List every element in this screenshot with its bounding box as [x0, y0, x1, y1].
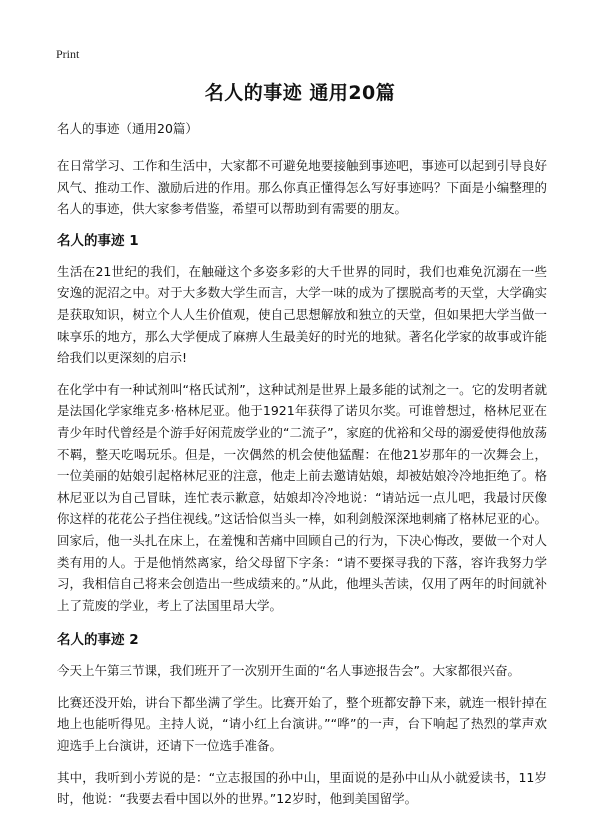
section-1-paragraph-1: 生活在21世纪的我们，在触碰这个多姿多彩的大千世界的同时，我们也难免沉溺在一些安逸的泥沼之中。对于大多数大学生而言，大学一味的成为了摆脱高考的天堂，大学确实是获取知识，树立个人人生价值观，使自己思想解放和独立的天堂，但如果把大学当做一味享乐的地方，那么大学便成了麻痹人生最美好的时光的地狱。著名化学家的故事或许能给我们以更深刻的启示!: [57, 263, 547, 366]
document-body: [57, 120, 547, 820]
section-2-paragraph-3: 其中，我听到小芳说的是：“立志报国的孙中山，里面说的是孙中山从小就爱读书，11岁时，他说：“我要去看中国以外的世界。”12岁时，他到美国留学。: [57, 769, 547, 807]
section-heading-2: 名人的事迹 2: [57, 632, 139, 649]
section-1-paragraph-2: 在化学中有一种试剂叫“格氏试剂”，这种试剂是世界上最多能的试剂之一。它的发明者就是法国化学家维克多·格林尼亚。他于1921年获得了诺贝尔奖。可谁曾想过，格林尼亚在青少年时代曾经是个游手好闲荒废学业的“二流子”，家庭的优裕和父母的溺爱使得他放荡不羁，整天吃喝玩乐。但是，一次偶然的机会使他猛醒：在他21岁那年的一次舞会上，一位美丽的姑娘引起格林尼亚的注意，他走上前去邀请姑娘，却被姑娘冷冷地拒绝了。格林尼亚以为自己冒昧，连忙表示歉意，姑娘却冷冷地说：“请站远一点儿吧，我最讨厌像你这样的花花公子挡住视线。”这话恰似当头一棒，如利剑般深深地刺痛了格林尼亚的心。回家后，他一头扎在床上，在羞愧和苦痛中回顾自己的行为，下决心悔改，要做一个对人类有用的人。于是他悄然离家，给父母留下字条：“请不要探寻我的下落，容许我努力学习，我相信自己将来会创造出一些成绩来的。”从此，他埋头苦读，仅用了两年的时间就补上了荒废的学业，考上了法国里昂大学。: [57, 381, 547, 613]
document-subtitle: 名人的事迹（通用20篇）: [57, 121, 198, 136]
print-link[interactable]: Print: [56, 47, 80, 61]
page-title: 名人的事迹 通用20篇: [204, 82, 396, 104]
section-heading-1: 名人的事迹 1: [57, 232, 139, 249]
intro-paragraph: 在日常学习、工作和生活中，大家都不可避免地要接触到事迹吧，事迹可以起到引导良好风气、推动工作、激励后进的作用。那么你真正懂得怎么写好事迹吗？下面是小编整理的名人的事迹，供大家参考借鉴，希望可以帮助到有需要的朋友。: [57, 158, 547, 217]
section-2-paragraph-2: 比赛还没开始，讲台下都坐满了学生。比赛开始了，整个班都安静下来，就连一根针掉在地上也能听得见。主持人说，“请小红上台演讲。”“哗”的一声，台下响起了热烈的掌声欢迎选手上台演讲，还请下一位选手准备。: [57, 694, 547, 754]
section-2-paragraph-1: 今天上午第三节课，我们班开了一次别开生面的“名人事迹报告会”。大家都很兴奋。: [57, 663, 520, 679]
